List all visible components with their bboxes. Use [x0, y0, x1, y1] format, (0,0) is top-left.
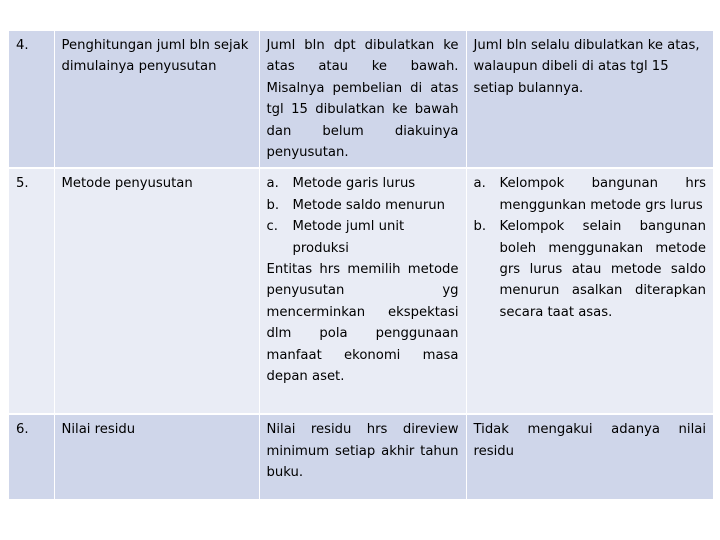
- list-marker: b.: [473, 219, 487, 235]
- row-col-a: Juml bln dpt dibulatkan ke atas atau ke bawah. Misalnya pembelian di atas tgl 15 dibulatkan ke bawah dan belum diakuinya penyusutan.: [259, 31, 466, 168]
- row-aspect: Nilai residu: [54, 414, 259, 500]
- row-col-b: [466, 168, 713, 414]
- row-aspect: Metode penyusutan: [54, 168, 259, 414]
- row-col-b: Juml bln selalu dibulatkan ke atas, walaupun dibeli di atas tgl 15 setiap bulannya.: [466, 31, 713, 168]
- list-text: Kelompok selain bangunan boleh menggunakan metode grs lurus atau metode saldo menurun asalkan diterapkan secara taat asas.: [499, 219, 706, 320]
- table-row: [9, 31, 713, 168]
- row-col-a: [259, 168, 466, 414]
- list-item: [474, 173, 707, 216]
- list-text: Kelompok bangunan hrs menggunkan metode grs lurus: [499, 176, 706, 213]
- list-marker: b.: [266, 197, 280, 213]
- row-number: 5.: [9, 168, 54, 414]
- list-item: [267, 173, 459, 194]
- row-aspect: Penghitungan juml bln sejak dimulainya penyusutan: [54, 31, 259, 168]
- row-col-a: Nilai residu hrs direview minimum setiap akhir tahun buku.: [259, 414, 466, 500]
- row-col-b: [466, 414, 713, 500]
- list-item: [267, 195, 459, 216]
- list-marker: c.: [266, 219, 278, 235]
- row-note: Entitas hrs memilih metode penyusutan yg mencerminkan ekspektasi dlm pola penggunaan manfaat ekonomi masa depan aset.: [266, 262, 459, 385]
- list-marker: a.: [266, 176, 279, 192]
- table-row: [9, 168, 713, 414]
- comparison-table: [9, 31, 713, 501]
- row-number: 6.: [9, 414, 54, 500]
- list-item: [474, 216, 707, 323]
- list-item: [267, 216, 459, 259]
- table-row: [9, 414, 713, 500]
- row-number: 4.: [9, 31, 54, 168]
- list-marker: a.: [473, 176, 486, 192]
- list-text: Metode juml unit produksi: [292, 219, 405, 256]
- list-text: Metode garis lurus: [292, 176, 416, 192]
- list-text: Metode saldo menurun: [292, 197, 445, 213]
- row-col-b-text: Tidak mengakui adanya nilai residu: [473, 422, 706, 459]
